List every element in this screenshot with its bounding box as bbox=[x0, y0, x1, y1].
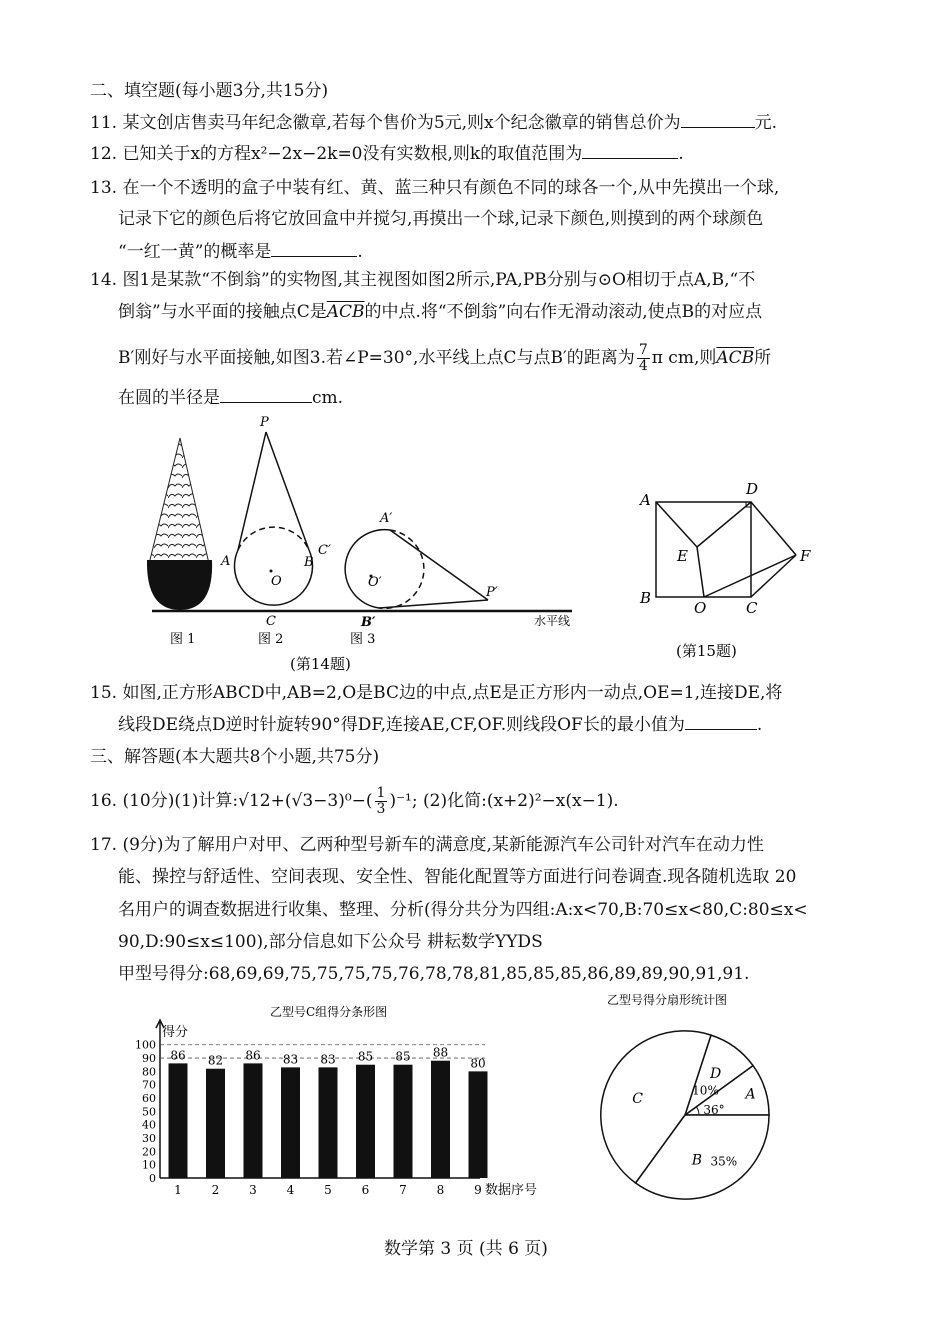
fraction-1-3 bbox=[375, 786, 388, 817]
bar-value-label: 82 bbox=[207, 1053, 224, 1068]
label-O-prime: O′ bbox=[368, 575, 382, 590]
pie-slice-annotation: 10% bbox=[692, 1083, 719, 1098]
bar-x-tick-label: 5 bbox=[324, 1183, 332, 1197]
bar-chart-title: 乙型号C组得分条形图 bbox=[270, 1005, 388, 1019]
q15-tail: . bbox=[756, 715, 763, 735]
pie-chart-slices bbox=[601, 1031, 769, 1199]
bar-value-label: 80 bbox=[470, 1056, 486, 1071]
question-17-line1: 17. (9分)为了解用户对甲、乙两种型号新车的满意度,某新能源汽车公司针对汽车在动力性 bbox=[90, 835, 764, 855]
sq-label-B: B bbox=[640, 589, 652, 607]
bar-x-tick-label: 1 bbox=[174, 1183, 182, 1197]
label-A: A bbox=[221, 554, 231, 569]
tumbler-photo bbox=[147, 438, 212, 610]
fraction-numerator: 1 bbox=[376, 785, 386, 801]
q16-part-b: )⁻¹; (2)化简:(x+2)²−x(x−1). bbox=[389, 791, 619, 811]
pie-slice-label: B bbox=[691, 1152, 703, 1169]
bar-value-label: 88 bbox=[432, 1045, 449, 1060]
question-13-line1: 13. 在一个不透明的盒子中装有红、黄、蓝三种只有颜色不同的球各一个,从中先摸出一个球, bbox=[90, 178, 780, 198]
bar bbox=[281, 1067, 300, 1178]
q14-line4-text: 在圆的半径是 bbox=[118, 388, 220, 408]
bar-chart-y-label: 得分 bbox=[162, 1025, 189, 1040]
bar-x-tick-label: 2 bbox=[211, 1183, 220, 1197]
q13-line3-text: “一红一黄”的概率是 bbox=[118, 242, 272, 262]
label-B: B bbox=[304, 555, 314, 570]
bar-x-tick-label: 4 bbox=[286, 1183, 295, 1197]
question-13-line2: 记录下它的颜色后将它放回盒中并搅匀,再摸出一个球,记录下颜色,则摸到的两个球颜色 bbox=[118, 209, 764, 229]
fig3-caption: 图 3 bbox=[350, 632, 376, 647]
q15-line2-text: 线段DE绕点D逆时针旋转90°得DF,连接AE,CF,OF.则线段OF长的最小值为 bbox=[118, 715, 685, 735]
bar-value-label: 83 bbox=[282, 1052, 299, 1067]
question-13-line3 bbox=[118, 240, 363, 263]
bar-y-tick-label: 70 bbox=[142, 1078, 156, 1092]
question-16 bbox=[90, 786, 619, 817]
q14-line3b: π cm,则 bbox=[651, 348, 717, 368]
bar bbox=[469, 1071, 488, 1178]
figure-14 bbox=[140, 410, 580, 675]
question-17-line2: 能、操控与舒适性、空间表现、安全性、智能化配置等方面进行问卷调查.现各随机选取 20 bbox=[118, 867, 797, 887]
q14-line3a: B′刚好与水平面接触,如图3.若∠P=30°,水平线上点C与点B′的距离为 bbox=[118, 348, 635, 368]
bar-y-tick-label: 0 bbox=[149, 1172, 156, 1185]
bar-x-tick-label: 9 bbox=[474, 1183, 482, 1197]
bar-value-label: 86 bbox=[245, 1048, 261, 1063]
bar-y-tick-label: 100 bbox=[135, 1038, 156, 1052]
figure-14-caption: (第14题) bbox=[290, 655, 351, 673]
question-15-line2 bbox=[118, 713, 762, 736]
label-C-prime: C′ bbox=[318, 543, 331, 558]
fig1-caption: 图 1 bbox=[170, 632, 196, 647]
sq-label-O: O bbox=[694, 599, 707, 617]
arc-acb-2: $\overline{ACB}$ bbox=[716, 348, 755, 368]
pie-chart-b bbox=[585, 990, 790, 1220]
q14-line2b: 的中点.将“不倒翁”向右作无滑动滚动,使点B的对应点 bbox=[364, 302, 763, 322]
bar-y-tick-label: 40 bbox=[142, 1118, 156, 1132]
question-14-line4 bbox=[118, 386, 343, 409]
figure-15-caption: (第15题) bbox=[676, 642, 737, 660]
fraction-numerator: 7 bbox=[638, 342, 648, 358]
sq-label-A: A bbox=[640, 491, 651, 509]
answer-blank-13[interactable] bbox=[271, 240, 357, 257]
bar bbox=[431, 1061, 450, 1178]
bar-value-label: 83 bbox=[320, 1052, 336, 1067]
bar bbox=[319, 1067, 338, 1178]
answer-blank-14[interactable] bbox=[220, 386, 312, 403]
q16-part-a: 16. (10分)(1)计算:√12+(√3−3)⁰−( bbox=[90, 791, 373, 811]
answer-blank-11[interactable] bbox=[681, 111, 755, 128]
bar bbox=[206, 1069, 225, 1178]
section-title-answer: 三、解答题(本大题共8个小题,共75分) bbox=[90, 747, 380, 767]
label-B-prime: B′ bbox=[361, 615, 376, 630]
answer-blank-12[interactable] bbox=[582, 142, 678, 159]
q14-line2a: 倒翁”与水平面的接触点C是 bbox=[118, 302, 327, 322]
fraction-7-4 bbox=[637, 343, 650, 374]
bar-chart-x-label: 数据序号 bbox=[485, 1183, 538, 1198]
bar-x-tick-label: 3 bbox=[249, 1183, 257, 1197]
q13-tail: . bbox=[357, 242, 363, 262]
bar-chart-y-ticks bbox=[135, 1039, 156, 1185]
bar bbox=[356, 1065, 375, 1178]
bar-x-tick-label: 7 bbox=[399, 1183, 407, 1197]
question-15-line1: 15. 如图,正方形ABCD中,AB=2,O是BC边的中点,点E是正方形内一动点,OE=1,连接DE,将 bbox=[90, 683, 783, 703]
fig2-caption: 图 2 bbox=[258, 632, 284, 647]
label-O: O bbox=[271, 574, 282, 589]
label-P-prime: P′ bbox=[486, 585, 498, 600]
q11-text: 11. 某文创店售卖马年纪念徽章,若每个售价为5元,则x个纪念徽章的销售总价为 bbox=[90, 113, 681, 133]
question-17-line5: 甲型号得分:68,69,69,75,75,75,75,76,78,78,81,85,85,85,86,89,89,90,91,91. bbox=[118, 964, 750, 984]
fraction-denominator: 3 bbox=[376, 801, 386, 817]
question-14-line1: 14. 图1是某款“不倒翁”的实物图,其主视图如图2所示,PA,PB分别与⊙O相切于点A,B,“不 bbox=[90, 270, 756, 290]
figure-15 bbox=[630, 475, 830, 665]
arc-acb: $\overline{ACB}$ bbox=[326, 302, 365, 322]
pie-slice-label: C bbox=[632, 1090, 643, 1107]
question-11 bbox=[90, 111, 777, 134]
bar-chart-x-ticks bbox=[174, 1183, 482, 1197]
bar bbox=[244, 1063, 263, 1178]
bar-value-label: 86 bbox=[170, 1048, 186, 1063]
pie-slice-label: D bbox=[709, 1065, 722, 1082]
q12-text: 12. 已知关于x的方程x²−2x−2k=0没有实数根,则k的取值范围为 bbox=[90, 144, 583, 164]
question-17-line4: 90,D:90≤x≤100),部分信息如下公众号 耕耘数学YYDS bbox=[118, 932, 543, 952]
bar-x-tick-label: 8 bbox=[436, 1183, 445, 1197]
page-footer: 数学第 3 页 (共 6 页) bbox=[384, 1239, 548, 1259]
bar-chart-b-group-c bbox=[120, 1000, 560, 1205]
label-P: P bbox=[260, 415, 269, 430]
figure-3-rolled bbox=[345, 530, 488, 609]
pie-slice-annotation: 35% bbox=[710, 1154, 738, 1169]
pie-slice-annotation: 36° bbox=[703, 1102, 725, 1117]
bar-y-tick-label: 80 bbox=[142, 1065, 156, 1079]
bar-x-tick-label: 6 bbox=[361, 1183, 370, 1197]
sq-label-E: E bbox=[677, 547, 688, 565]
question-12 bbox=[90, 142, 684, 165]
label-A-prime: A′ bbox=[380, 511, 393, 526]
question-17-line3: 名用户的调查数据进行收集、整理、分析(得分共分为四组:A:x<70,B:70≤x<80,C:80≤x< bbox=[118, 900, 808, 920]
bar-y-tick-label: 10 bbox=[142, 1158, 156, 1172]
q14-line3c: 所 bbox=[754, 348, 772, 368]
bar-y-tick-label: 60 bbox=[142, 1092, 156, 1106]
bar-y-tick-label: 30 bbox=[142, 1132, 156, 1146]
answer-blank-15[interactable] bbox=[685, 713, 757, 730]
q11-tail: 元. bbox=[754, 113, 778, 133]
sq-label-D: D bbox=[746, 480, 759, 498]
sq-label-C: C bbox=[746, 599, 758, 617]
section-title-fill-in: 二、填空题(每小题3分,共15分) bbox=[90, 81, 329, 101]
bar-y-tick-label: 90 bbox=[142, 1052, 156, 1066]
fraction-denominator: 4 bbox=[638, 358, 648, 374]
q14-tail: cm. bbox=[312, 388, 344, 408]
question-14-line2 bbox=[118, 301, 762, 323]
label-C: C bbox=[266, 614, 276, 629]
bar-y-tick-label: 20 bbox=[142, 1145, 156, 1159]
bar-value-label: 85 bbox=[395, 1049, 411, 1064]
bar-value-label: 85 bbox=[357, 1049, 374, 1064]
q12-tail: . bbox=[678, 144, 684, 164]
bar-chart-bars bbox=[169, 1061, 488, 1178]
sq-label-F: F bbox=[800, 547, 811, 565]
bar bbox=[394, 1065, 413, 1178]
bar-y-tick-label: 50 bbox=[142, 1105, 156, 1119]
pie-slice-label: A bbox=[745, 1086, 756, 1103]
question-14-line3 bbox=[118, 343, 771, 374]
horizon-label: 水平线 bbox=[534, 614, 571, 628]
bar bbox=[169, 1063, 188, 1178]
pie-chart-title: 乙型号得分扇形统计图 bbox=[607, 993, 728, 1007]
